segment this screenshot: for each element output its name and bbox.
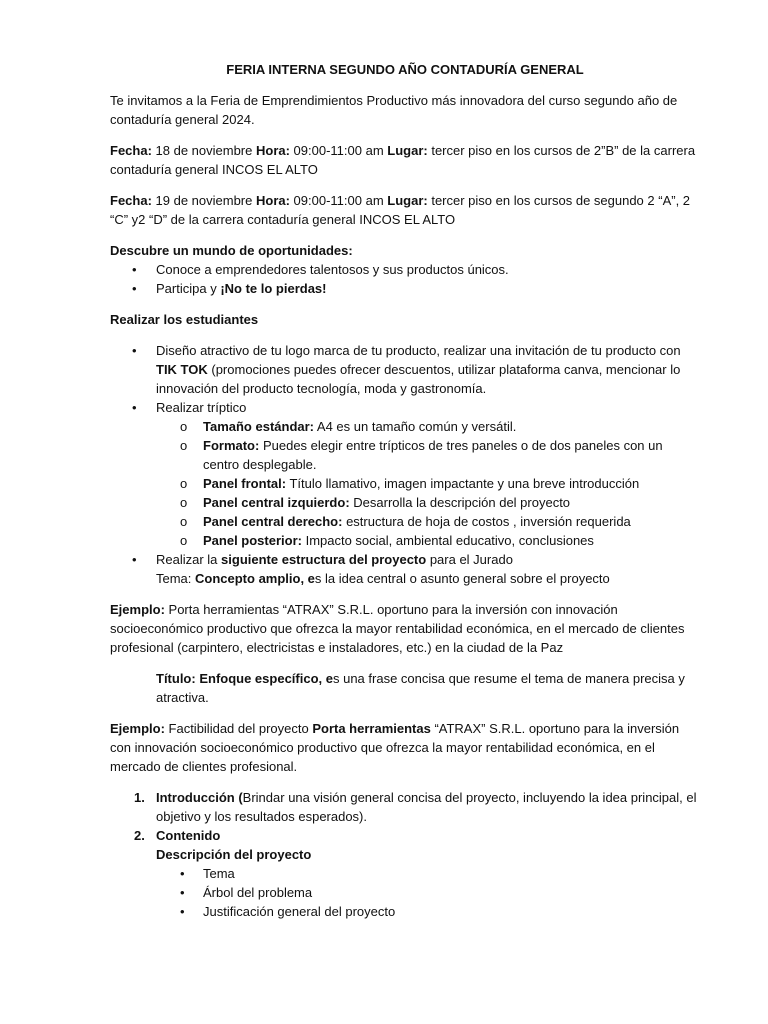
bullet-icon: • xyxy=(180,866,185,881)
no-te-lo-pierdas-text: ¡No te lo pierdas! xyxy=(220,281,327,296)
ejemplo-text: Porta herramientas “ATRAX” S.R.L. oportuno para la inversión con innovación socioeconómico productivo que ofrezca la mayor rentabilidad económica, en el mercado de clientes profesional (carpintero, electricistas e instaladores, etc.) en la ciudad de la Paz xyxy=(110,602,685,655)
list-item xyxy=(110,788,700,826)
item-text: Título llamativo, imagen impactante y una breve introducción xyxy=(286,476,640,491)
ejemplo-bold: Porta herramientas xyxy=(312,721,431,736)
ejemplo-text: Factibilidad del proyecto xyxy=(164,721,313,736)
list-item xyxy=(110,902,700,921)
list-item-text: Realizar la xyxy=(156,552,222,567)
lugar-value: tercer piso en los cursos de segundo 2 “A”, 2 “C” y2 “D” de la carrera contaduría general INCOS EL ALTO xyxy=(110,193,691,227)
hora-value: 09:00-11:00 am xyxy=(289,193,388,208)
list-item-text: Justificación general del proyecto xyxy=(203,904,396,919)
hora-label: Hora: xyxy=(255,143,290,158)
hora-label: Hora: xyxy=(255,193,290,208)
list-item xyxy=(110,550,700,569)
bullet-icon: • xyxy=(180,904,185,919)
list-item xyxy=(110,493,700,512)
list-item-text: (promociones puedes ofrecer descuentos, utilizar plataforma canva, mencionar lo innovación del producto tecnología, moda y gastronomía. xyxy=(156,362,681,396)
tema-line xyxy=(110,569,700,588)
circle-bullet-icon: o xyxy=(180,419,188,434)
list-item xyxy=(110,826,700,864)
list-item-text: Participa y xyxy=(156,281,221,296)
fecha-label: Fecha: xyxy=(110,143,152,158)
realizar-heading xyxy=(110,310,700,329)
list-number: 2. xyxy=(134,828,145,843)
list-item-text: Árbol del problema xyxy=(203,885,313,900)
circle-bullet-icon: o xyxy=(180,495,188,510)
bullet-icon: • xyxy=(132,343,137,358)
list-item xyxy=(110,531,700,550)
item-label: Panel posterior: xyxy=(203,533,302,548)
tema-bold: Concepto amplio, e xyxy=(195,571,315,586)
item-text: A4 es un tamaño común y versátil. xyxy=(314,419,517,434)
list-item xyxy=(110,883,700,902)
circle-bullet-icon: o xyxy=(180,533,188,548)
fecha-label: Fecha: xyxy=(110,193,152,208)
item-text: Impacto social, ambiental educativo, conclusiones xyxy=(301,533,594,548)
document-title: FERIA INTERNA SEGUNDO AÑO CONTADURÍA GENERAL xyxy=(226,62,584,77)
hora-value: 09:00-11:00 am xyxy=(289,143,388,158)
realizar-heading-text: Realizar los estudiantes xyxy=(110,312,259,327)
list-item xyxy=(110,260,700,279)
list-item xyxy=(110,417,700,436)
descubre-heading xyxy=(110,241,700,260)
item-text: Brindar una visión general concisa del proyecto, incluyendo la idea principal, el objetivo y los resultados esperados). xyxy=(156,790,697,824)
realizar-list-continued xyxy=(110,550,700,569)
item-label: Panel frontal: xyxy=(203,476,287,491)
item-label: Formato: xyxy=(203,438,260,453)
contenido-sub-list xyxy=(110,864,700,921)
fecha-value: 18 de noviembre xyxy=(151,143,256,158)
numbered-list xyxy=(110,788,700,864)
triptico-list xyxy=(110,417,700,550)
titulo-label: Título: xyxy=(156,671,200,686)
circle-bullet-icon: o xyxy=(180,438,188,453)
list-item xyxy=(110,512,700,531)
bullet-icon: • xyxy=(132,400,137,415)
realizar-list xyxy=(110,341,700,417)
fecha-value: 19 de noviembre xyxy=(151,193,256,208)
bullet-icon: • xyxy=(132,262,137,277)
item-label: Panel central derecho: xyxy=(203,514,343,529)
item-text: Puedes elegir entre trípticos de tres paneles o de dos paneles con un centro desplegable. xyxy=(203,438,663,472)
lugar-label: Lugar: xyxy=(387,193,428,208)
bullet-icon: • xyxy=(132,281,137,296)
titulo-line xyxy=(110,669,700,707)
event-1 xyxy=(110,141,700,179)
tiktok-text: TIK TOK xyxy=(156,362,208,377)
descubre-heading-text: Descubre un mundo de oportunidades: xyxy=(110,243,353,258)
tema-label: Tema: xyxy=(156,571,196,586)
list-item xyxy=(110,341,700,398)
item-label: Panel central izquierdo: xyxy=(203,495,350,510)
circle-bullet-icon: o xyxy=(180,476,188,491)
ejemplo-1 xyxy=(110,600,700,657)
list-item xyxy=(110,864,700,883)
list-number: 1. xyxy=(134,790,145,805)
list-item xyxy=(110,474,700,493)
bullet-icon: • xyxy=(132,552,137,567)
circle-bullet-icon: o xyxy=(180,514,188,529)
item-label: Tamaño estándar: xyxy=(203,419,315,434)
event-2 xyxy=(110,191,700,229)
tema-text: s la idea central o asunto general sobre el proyecto xyxy=(314,571,610,586)
bullet-icon: • xyxy=(180,885,185,900)
lugar-label: Lugar: xyxy=(387,143,428,158)
list-item xyxy=(110,436,700,474)
titulo-text: s una frase concisa que resume el tema de manera precisa y atractiva. xyxy=(156,671,685,705)
ejemplo-2 xyxy=(110,719,700,776)
list-item-text: Conoce a emprendedores talentosos y sus productos únicos. xyxy=(156,262,509,277)
sub-heading: Descripción del proyecto xyxy=(156,847,312,862)
lugar-value: tercer piso en los cursos de 2”B” de la carrera contaduría general INCOS EL ALTO xyxy=(110,143,696,177)
list-item-text: para el Jurado xyxy=(426,552,513,567)
ejemplo-label: Ejemplo: xyxy=(110,602,165,617)
list-item xyxy=(110,279,700,298)
intro-paragraph: Te invitamos a la Feria de Emprendimientos Productivo más innovadora del curso segundo año de contaduría general 2024. xyxy=(110,93,678,127)
item-label: Contenido xyxy=(156,828,221,843)
item-text: Desarrolla la descripción del proyecto xyxy=(349,495,571,510)
descubre-list xyxy=(110,260,700,298)
titulo-bold: Enfoque específico, e xyxy=(199,671,333,686)
list-item xyxy=(110,398,700,417)
item-label: Introducción ( xyxy=(156,790,243,805)
list-item-text: Diseño atractivo de tu logo marca de tu producto, realizar una invitación de tu producto con xyxy=(156,343,681,358)
list-item-text: Realizar tríptico xyxy=(156,400,247,415)
ejemplo-label: Ejemplo: xyxy=(110,721,165,736)
list-item-bold: siguiente estructura del proyecto xyxy=(221,552,427,567)
list-item-text: Tema xyxy=(203,866,235,881)
ejemplo-text: “ATRAX” S.R.L. oportuno para la inversión con innovación socioeconómico productivo que ofrezca la mayor rentabilidad económica, en el mercado de clientes profesional. xyxy=(110,721,680,774)
document-content xyxy=(110,60,700,921)
item-text: estructura de hoja de costos , inversión requerida xyxy=(342,514,631,529)
